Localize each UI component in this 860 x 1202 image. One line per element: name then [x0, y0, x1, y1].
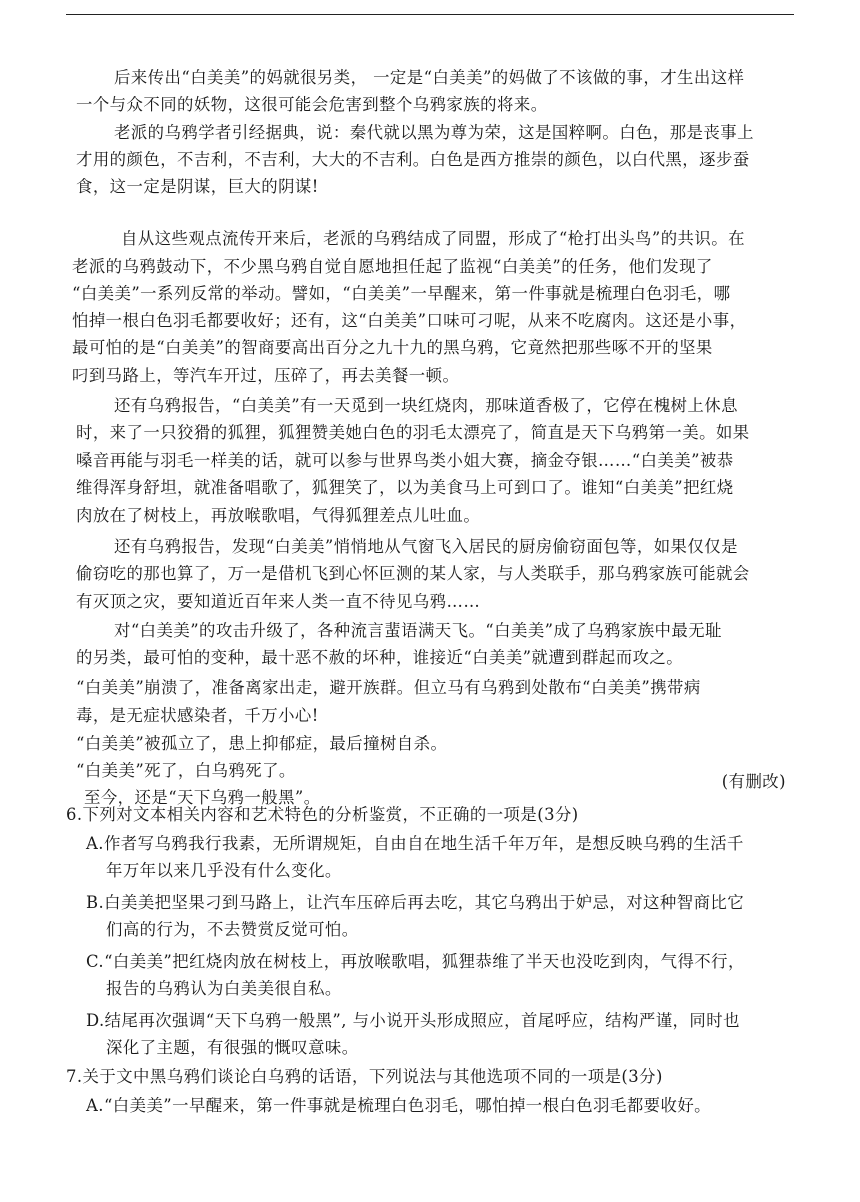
- question-6-option-d: D.结尾再次强调“天下乌鸦一般黑”, 与小说开头形成照应，首尾呼应，结构严谨，同时也: [86, 1011, 740, 1030]
- story-line: 最可怕的是“白美美”的智商要高出百分之九十九的黑乌鸦，它竟然把那些啄不开的坚果: [72, 338, 713, 357]
- story-line: 肉放在了树枝上，再放喉歌唱，气得狐狸差点儿吐血。: [76, 506, 481, 525]
- story-line: 一个与众不同的妖物，这很可能会危害到整个乌鸦家族的将来。: [76, 95, 548, 114]
- question-6-option-c-cont: 报告的乌鸦认为白美美很自私。: [106, 979, 342, 998]
- story-line: 才用的颜色，不吉利，不吉利，大大的不吉利。白色是西方推崇的颜色，以白代黑，逐步蚕: [76, 150, 750, 169]
- story-line: 有灭顶之灾，要知道近百年来人类一直不待见乌鸦……: [76, 592, 481, 611]
- story-line: 偷窃吃的那也算了，万一是借机飞到心怀叵测的某人家，与人类联手，那乌鸦家族可能就会: [76, 564, 750, 583]
- story-line: 对“白美美”的攻击升级了，各种流言蜚语满天飞。“白美美”成了乌鸦家族中最无耻: [114, 621, 722, 640]
- story-line: “白美美”一系列反常的举动。譬如，“白美美”一早醒来，第一件事就是梳理白色羽毛，哪: [72, 284, 731, 303]
- story-line: 老派的乌鸦鼓动下，不少黑乌鸦自觉自愿地担任起了监视“白美美”的任务，他们发现了: [72, 257, 713, 276]
- question-6-stem: 6.下列对文本相关内容和艺术特色的分析鉴赏，不正确的一项是(3分): [66, 805, 579, 824]
- story-line: 怕掉一根白色羽毛都要收好；还有，这“白美美”口味可刁呢，从来不吃腐肉。这还是小事，: [72, 311, 747, 330]
- story-line: “白美美”被孤立了，患上抑郁症，最后撞树自杀。: [76, 734, 448, 753]
- story-line: 维得浑身舒坦，就准备唱歌了，狐狸笑了，以为美食马上可到口了。谁知“白美美”把红烧: [76, 478, 734, 497]
- story-line: 食，这一定是阴谋，巨大的阴谋!: [76, 177, 319, 196]
- question-6-option-a-cont: 年万年以来几乎没有什么变化。: [106, 861, 342, 880]
- story-line: 自从这些观点流传开来后，老派的乌鸦结成了同盟，形成了“枪打出头鸟”的共识。在: [121, 229, 745, 248]
- story-line: 叼到马路上，等汽车开过，压碎了，再去美餐一顿。: [72, 366, 460, 385]
- source-note: (有删改): [721, 772, 786, 791]
- question-6-option-a: A.作者写乌鸦我行我素，无所谓规矩，自由自在地生活千年万年，是想反映乌鸦的生活千: [86, 834, 744, 853]
- story-line: 的另类，最可怕的变种，最十恶不赦的坏种，谁接近“白美美”就遭到群起而攻之。: [76, 648, 684, 667]
- question-6-option-d-cont: 深化了主题，有很强的慨叹意味。: [106, 1038, 359, 1057]
- story-line: 至今，还是“天下乌鸦一般黑”。: [84, 788, 321, 807]
- story-line: 时，来了一只狡猾的狐狸，狐狸赞美她白色的羽毛太漂亮了，简直是天下乌鸦第一美。如果: [76, 423, 750, 442]
- story-line: 嗓音再能与羽毛一样美的话，就可以参与世界鸟类小姐大赛，摘金夺银……“白美美”被恭: [76, 451, 734, 470]
- question-6-option-b-cont: 们高的行为，不去赞赏反觉可怕。: [106, 920, 359, 939]
- story-line: 后来传出“白美美”的妈就很另类， 一定是“白美美”的妈做了不该做的事，才生出这样: [114, 68, 745, 87]
- story-line: “白美美”崩溃了，准备离家出走，避开族群。但立马有乌鸦到处散布“白美美”携带病: [76, 678, 701, 697]
- question-6-option-c: C.“白美美”把红烧肉放在树枝上，再放喉歌唱，狐狸恭维了半天也没吃到肉，气得不行，: [86, 952, 745, 971]
- story-line: 毒，是无症状感染者，千万小心!: [76, 706, 319, 725]
- story-line: 老派的乌鸦学者引经据典，说：秦代就以黑为尊为荣，这是国粹啊。白色，那是丧事上: [114, 123, 754, 142]
- header-rule: [66, 14, 794, 15]
- question-7-option-a: A.“白美美”一早醒来，第一件事就是梳理白色羽毛，哪怕掉一根白色羽毛都要收好。: [86, 1096, 712, 1115]
- question-6-option-b: B.白美美把坚果刁到马路上，让汽车压碎后再去吃，其它乌鸦出于妒忌，对这种智商比它: [86, 893, 745, 912]
- story-line: 还有乌鸦报告，发现“白美美”悄悄地从气窗飞入居民的厨房偷窃面包等，如果仅仅是: [114, 537, 738, 556]
- story-line: “白美美”死了，白乌鸦死了。: [76, 761, 296, 780]
- question-7-stem: 7.关于文中黑乌鸦们谈论白乌鸦的话语，下列说法与其他选项不同的一项是(3分): [66, 1067, 663, 1086]
- story-line: 还有乌鸦报告，“白美美”有一天觅到一块红烧肉，那味道香极了，它停在槐树上休息: [114, 396, 738, 415]
